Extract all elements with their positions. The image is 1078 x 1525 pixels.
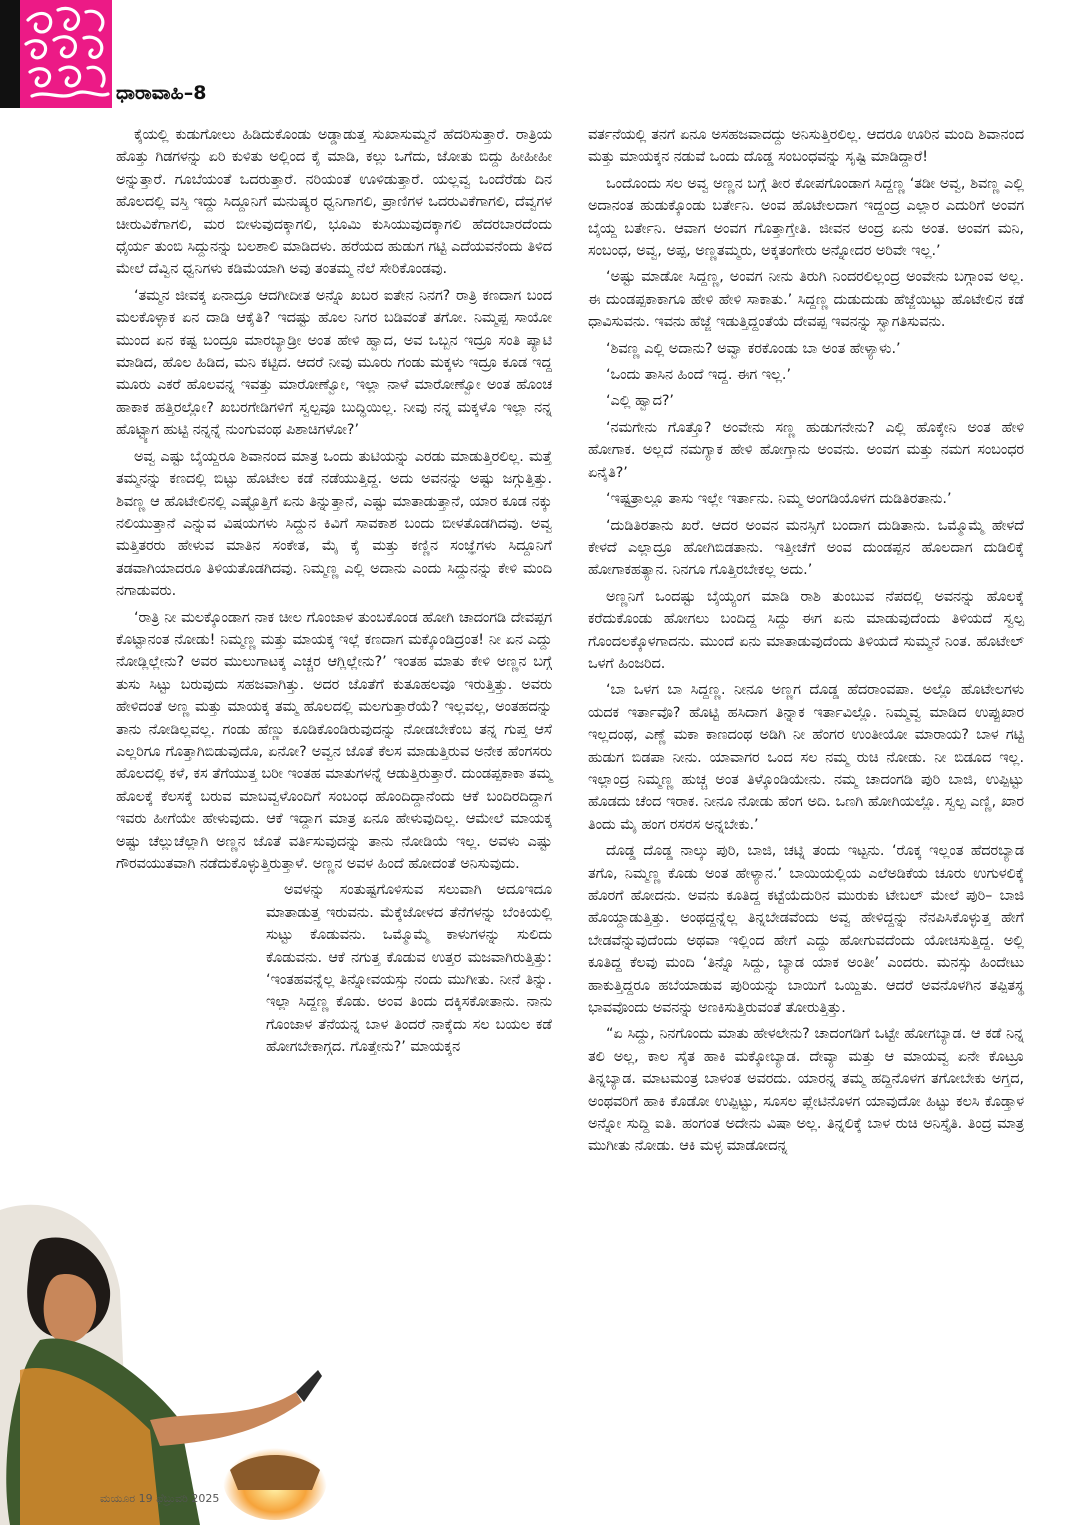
section-logo <box>20 0 112 108</box>
paragraph: ‘ಎಲ್ಲಿ ಹ್ವಾದ?’ <box>606 393 674 410</box>
section-title: ಧಾರಾವಾಹಿ–8 <box>116 82 207 104</box>
paragraph: ಒಂದೊಂದು ಸಲ ಅವ್ವ ಅಣ್ಣನ ಬಗ್ಗೆ ತೀರ ಕೋಪಗೊಂಡಾಗ ಸಿದ್ದಣ್ಣ ‘ತಡೀ ಅವ್ವ, ಶಿವಣ್ಣ ಎಲ್ಲಿ ಅದಾನಂತ ಹುಡುಕ್ಕೊಂಡು ಬರ್ತೇನಿ. ಅಂವ ಹೊಟೇಲದಾಗ ಇದ್ದಂದ್ರ ಎಲ್ಲಾರ ಎದುರಿಗೆ ಅಂವಗ ಬೈಯ್ದ ಬರ್ತೇನಿ. ಆವಾಗ ಅಂವಗ ಗೊತ್ತಾಗ್ತೇತಿ. ಜೀವನ ಅಂದ್ರ ಏನು ಅಂತ. ಅಂವಗ ಮನಿ, ಸಂಬಂಧ, ಅವ್ವ, ಅಪ್ಪ, ಅಣ್ಣತಮ್ಮರು, ಅಕ್ಕತಂಗೇರು ಅನ್ನೋದರ ಅರಿವೇ ಇಲ್ಲ.’ <box>588 175 1024 260</box>
paragraph: ದೊಡ್ಡ ದೊಡ್ಡ ನಾಲ್ಕು ಪುರಿ, ಬಾಜಿ, ಚಟ್ನಿ ತಂದು ಇಟ್ಟನು. ‘ರೊಕ್ಕ ಇಲ್ಲಂತ ಹೆದರಬ್ಯಾಡ ತಗೊ, ನಿಮ್ಮಣ್ಣ ಕೊಡು ಅಂತ ಹೇಳ್ಯಾನ.’ ಬಾಯಿಯಲ್ಲಿಯ ಎಲೆಅಡಿಕೆಯ ಚೂರು ಉಗುಳಲಿಕ್ಕೆ ಹೊರಗೆ ಹೋದನು. ಅವನು ಕೂತಿದ್ದ ಕಟ್ಟೆಯೆದುರಿನ ಮುರುಕು ಟೇಬಲ್ ಮೇಲೆ ಪುರಿ– ಬಾಜಿ ಹೊಯ್ದಾಡುತ್ತಿತ್ತು. ಅಂಥದ್ದನ್ನೆಲ್ಲ ತಿನ್ನಬೇಡವೆಂದು ಅವ್ವ ಹೇಳಿದ್ದನ್ನು ನೆನಪಿಸಿಕೊಳ್ಳುತ್ತ ಹೇಗೆ ಬೇಡವೆನ್ನುವುದೆಂದು ಅಥವಾ ಇಲ್ಲಿಂದ ಹೇಗೆ ಎದ್ದು ಹೋಗುವದೆಂದು ಯೋಚಿಸುತ್ತಿದ್ದ. ಅಲ್ಲಿ ಕೂತಿದ್ದ ಕೆಲವು ಮಂದಿ ‘ತಿನ್ನೊ ಸಿದ್ದು, ಬ್ಯಾಡ ಯಾಕ ಅಂತೀ’ ಎಂದರು. ಮನಸ್ಸು ಹಿಂದೇಟು ಹಾಕುತ್ತಿದ್ದರೂ ಹಬೆಯಾಡುವ ಪುರಿಯನ್ನು ಬಾಯಿಗೆ ಒಯ್ದಿತು. ಆದರೆ ಅವನೊಳಗಿನ ತಪ್ಪಿತಸ್ಥ ಭಾವವೊಂದು ಅವನನ್ನು ಅಣಕಿಸುತ್ತಿರುವಂತೆ ತೋರುತ್ತಿತ್ತು. <box>588 843 1024 1017</box>
paragraph: ಅವಳನ್ನು ಸಂತುಷ್ಟಗೊಳಿಸುವ ಸಲುವಾಗಿ ಅದೂಇದೂ ಮಾತಾಡುತ್ತ ಇರುವನು. ಮೆಕ್ಕೆಜೋಳದ ತೆನೆಗಳನ್ನು ಬೆಂಕಿಯಲ್ಲಿ ಸುಟ್ಟು ಕೊಡುವನು. ಒಮ್ಮೊಮ್ಮೆ ಕಾಳುಗಳನ್ನು ಸುಲಿದು ಕೊಡುವನು. ಆಕೆ ನಗುತ್ತ ಕೊಡುವ ಉತ್ತರ ಮಜವಾಗಿರುತ್ತಿತ್ತು: ‘ಇಂತಹವನ್ನೆಲ್ಲ ತಿನ್ನೋವಯಸ್ಸು ನಂದು ಮುಗೀತು. ನೀನೆ ತಿನ್ನು. ಇಲ್ಲಾ ಸಿದ್ದಣ್ಣ ಕೊಡು. ಅಂವ ತಿಂದು ದಕ್ಕಿಸಕೋತಾನು. ನಾನು ಗೊಂಜಾಳ ತೆನೆಯನ್ನ ಬಾಳ ತಿಂದರೆ ನಾಕ್ಕೆದು ಸಲ ಬಯಲ ಕಡೆ ಹೋಗಬೇಕಾಗ್ಗದ. ಗೊತ್ತೇನು?’ ಮಾಯಕ್ಕನ <box>266 882 552 1056</box>
paragraph: ‘ಶಿವಣ್ಣ ಎಲ್ಲಿ ಅದಾನು? ಅವ್ವಾ ಕರಕೊಂಡು ಬಾ ಅಂತ ಹೇಳ್ಯಾಳು.’ <box>606 340 901 357</box>
paragraph: ಅವ್ವ ಎಷ್ಟು ಬೈಯ್ದರೂ ಶಿವಾನಂದ ಮಾತ್ರ ಒಂದು ತುಟಿಯನ್ನು ಎರಡು ಮಾಡುತ್ತಿರಲಿಲ್ಲ. ಮತ್ತೆ ತಮ್ಮನನ್ನು ಕಣದಲ್ಲಿ ಬಿಟ್ಟು ಹೊಟೇಲ ಕಡೆ ನಡೆಯುತ್ತಿದ್ದ. ಅದು ಅವನನ್ನು ಅಷ್ಟು ಜಗ್ಗುತ್ತಿತ್ತು. ಶಿವಣ್ಣ ಆ ಹೊಟೇಲಿನಲ್ಲಿ ಎಷ್ಟೊತ್ತಿಗೆ ಏನು ತಿನ್ನುತ್ತಾನೆ, ಎಷ್ಟು ಮಾತಾಡುತ್ತಾನೆ, ಯಾರ ಕೂಡ ನಕ್ಕು ನಲಿಯುತ್ತಾನೆ ಎನ್ನುವ ವಿಷಯಗಳು ಸಿದ್ದುನ ಕಿವಿಗೆ ಸಾವಕಾಶ ಬಂದು ಬೀಳತೊಡಗಿದವು. ಅವ್ವ ಮತ್ತಿತರರು ಹೇಳುವ ಮಾತಿನ ಸಂಕೇತ, ಮೈ ಕೈ ಮತ್ತು ಕಣ್ಣಿನ ಸಂಜ್ಞೆಗಳು ಸಿದ್ದೂನಿಗೆ ತಡವಾಗಿಯಾದರೂ ತಿಳಿಯತೊಡಗಿದವು. ನಿಮ್ಮಣ್ಣ ಎಲ್ಲಿ ಅದಾನು ಎಂದು ಸಿದ್ದುನನ್ನು ಕೇಳಿ ಮಂದಿ ನಗಾಡುವರು. <box>116 448 552 600</box>
paragraph: ಕೈಯಲ್ಲಿ ಕುಡುಗೋಲು ಹಿಡಿದುಕೊಂಡು ಅಡ್ಡಾಡುತ್ತ ಸುಖಾಸುಮ್ಮನೆ ಹೆದರಿಸುತ್ತಾರೆ. ರಾತ್ರಿಯ ಹೊತ್ತು ಗಿಡಗಳನ್ನು ಏರಿ ಕುಳಿತು ಅಲ್ಲಿಂದ ಕೈ ಮಾಡಿ, ಕಲ್ಲು ಒಗೆದು, ಜೋತು ಬಿದ್ದು ಹೀಹೀಹೀ ಅನ್ನುತ್ತಾರೆ. ಗೂಬೆಯಂತೆ ಒದರುತ್ತಾರೆ. ನರಿಯಂತೆ ಊಳಿಡುತ್ತಾರೆ. ಯಲ್ಲವ್ವ ಒಂದೆರೆಡು ದಿನ ಹೊಲದಲ್ಲಿ ವಸ್ತಿ ಇದ್ದು ಸಿದ್ದೂನಿಗೆ ಮನುಷ್ಯರ ಧ್ವನಿಗಾಗಲಿ, ಪ್ರಾಣಿಗಳ ಒದರುವಿಕೆಗಾಗಲಿ, ದೆವ್ವಗಳ ಚೀರುವಿಕೆಗಾಗಲಿ, ಮರ ಬೀಳುವುದಕ್ಕಾಗಲಿ, ಭೂಮಿ ಕುಸಿಯುವುದಕ್ಕಾಗಲಿ ಹೆದರಬಾರದೆಂದು ಧೈರ್ಯ ತುಂಬಿ ಸಿದ್ದುನನ್ನು ಬಲಶಾಲಿ ಮಾಡಿದಳು. ಹರೆಯದ ಹುಡುಗ ಗಟ್ಟಿ ಎದೆಯವನೆಂದು ತಿಳಿದ ಮೇಲೆ ದೆವ್ವಿನ ಧ್ವನಿಗಳು ಕಡಿಮೆಯಾಗಿ ಅವು ತಂತಮ್ಮ ನೆಲೆ ಸೇರಿಕೊಂಡವು. <box>116 127 552 278</box>
right-column <box>588 124 1024 1162</box>
paragraph: ‘ಒಂದು ತಾಸಿನ ಹಿಂದೆ ಇದ್ದ. ಈಗ ಇಲ್ಲ.’ <box>606 367 791 384</box>
paragraph: ‘ಬಾ ಒಳಗ ಬಾ ಸಿದ್ದಣ್ಣ. ನೀನೂ ಅಣ್ಣಗ ದೊಡ್ಡ ಹೆದರಾಂವಪಾ. ಅಲ್ಲೊ ಹೊಟೇಲಗಳು ಯದಕ ಇರ್ತಾವೊ? ಹೊಟ್ಟಿ ಹಸಿದಾಗ ತಿನ್ನಾಕ ಇರ್ತಾವಿಲ್ಲೊ. ನಿಮ್ಮವ್ವ ಮಾಡಿದ ಉಪ್ಪುಖಾರ ಇಲ್ಲದಂಥ, ಎಣ್ಣೆ ಮಕಾ ಕಾಣದಂಥ ಅಡಿಗಿ ನೀ ಹೆಂಗರ ಉಂತೀಯೋ ಮಾರಾಯ? ಬಾಳ ಗಟ್ಟಿ ಹುಡುಗ ಬಿಡಪಾ ನೀನು. ಯಾವಾಗರ ಒಂದ ಸಲ ನಮ್ಮ ರುಚಿ ನೋಡು. ನೀ ಬಿಡೂದ ಇಲ್ಲ. ಇಲ್ಲಾಂದ್ರ ನಿಮ್ಮಣ್ಣ ಹುಚ್ಚ ಅಂತ ತಿಳ್ಕೊಂಡಿಯೇನು. ನಮ್ಮ ಚಾದಂಗಡಿ ಪುರಿ ಬಾಜಿ, ಉಪ್ಪಿಟ್ಟು ಹೊಡದು ಚೆಂದ ಇರಾಕ. ನೀನೂ ನೋಡು ಹೆಂಗ ಅದಿ. ಒಣಗಿ ಹೋಗಿಯಲ್ಲೊ. ಸ್ವಲ್ಪ ಎಣ್ಣಿ, ಖಾರ ತಿಂದು ಮೈ ಹಂಗ ರಸರಸ ಅನ್ನಬೇಕು.’ <box>588 682 1024 833</box>
paragraph: ‘ನಮಗೇನು ಗೊತ್ತೊ? ಅಂವೇನು ಸಣ್ಣ ಹುಡುಗನೇನು? ಎಲ್ಲಿ ಹೊಕ್ಕೇನಿ ಅಂತ ಹೇಳಿ ಹೋಗಾಕ. ಅಲ್ಲದೆ ನಮಗ್ಯಾಕ ಹೇಳಿ ಹೋಗ್ತಾನು ಅಂವನು. ಅಂವಗ ಮತ್ತು ನಮಗ ಸಂಬಂಧರ ಏನೈತಿ?’ <box>588 419 1024 481</box>
page-spine-bar <box>0 0 20 108</box>
left-column <box>116 124 552 1063</box>
paragraph: ‘ಅಷ್ಟು ಮಾಡೋ ಸಿದ್ದಣ್ಣ, ಅಂವಗ ನೀನು ತಿರುಗಿ ನಿಂದರಲಿಲ್ಲಂದ್ರ ಅಂವೇನು ಬಗ್ಗಾಂವ ಅಲ್ಲ. ಈ ದುಂಡಪ್ಪಕಾಕಾಗೂ ಹೇಳಿ ಹೇಳಿ ಸಾಕಾತು.’ ಸಿದ್ದಣ್ಣ ದುಡುದುಡು ಹೆಜ್ಜೆಯಿಟ್ಟು ಹೊಟೇಲಿನ ಕಡೆ ಧಾವಿಸುವನು. ಇವನು ಹೆಜ್ಜೆ ಇಡುತ್ತಿದ್ದಂತೆಯೆ ದೇವಪ್ಪ ಇವನನ್ನು ಸ್ವಾಗತಿಸುವನು. <box>588 269 1024 331</box>
paragraph: ‘ಇಷ್ಟತ್ರಾಲ್ಲೂ ತಾಸು ಇಲ್ಲೇ ಇರ್ತಾನು. ನಿಮ್ಮ ಅಂಗಡಿಯೊಳಗ ದುಡಿತಿರತಾನು.’ <box>606 491 952 508</box>
paragraph: ‘ರಾತ್ರಿ ನೀ ಮಲಕ್ಕೊಂಡಾಗ ನಾಕ ಚೀಲ ಗೊಂಜಾಳ ತುಂಬಕೊಂಡ ಹೋಗಿ ಚಾದಂಗಡಿ ದೇವಪ್ಪಗ ಕೊಟ್ಟಾನಂತ ನೋಡು! ನಿಮ್ಮಣ್ಣ ಮತ್ತು ಮಾಯಕ್ಕ ಇಲ್ಲೆ ಕಣದಾಗ ಮಕ್ಕೊಂಡಿದ್ರಂತ! ನೀ ಏನ ಎದ್ದು ನೋಡ್ಲಿಲ್ಲೇನು? ಅವರ ಮುಲುಗಾಟಕ್ಕ ಎಚ್ಚರ ಆಗ್ಲಿಲ್ಲೇನು?’ ಇಂತಹ ಮಾತು ಕೇಳಿ ಅಣ್ಣನ ಬಗ್ಗೆ ತುಸು ಸಿಟ್ಟು ಬರುವುದು ಸಹಜವಾಗಿತ್ತು. ಅದರ ಜೊತೆಗೆ ಕುತೂಹಲವೂ ಇರುತ್ತಿತ್ತು. ಅವರು ಹೇಳಿದಂತೆ ಅಣ್ಣ ಮತ್ತು ಮಾಯಕ್ಕ ತಮ್ಮ ಹೊಲದಲ್ಲಿ ಮಲಗುತ್ತಾರೆಯೆ? ಇಲ್ಲವಲ್ಲ, ಅಂತಹದನ್ನು ತಾನು ನೋಡಿಲ್ಲವಲ್ಲ. ಗಂಡು ಹೆಣ್ಣು ಕೂಡಿಕೊಂಡಿರುವುದನ್ನು ನೋಡಬೇಕೆಂಬ ತನ್ನ ಗುಪ್ತ ಆಸೆ ಎಲ್ಲರಿಗೂ ಗೊತ್ತಾಗಿಬಿಡುವುದೊ, ಏನೋ? ಅವ್ವನ ಜೊತೆ ಕೆಲಸ ಮಾಡುತ್ತಿರುವ ಅನೇಕ ಹೆಂಗಸರು ಹೊಲದಲ್ಲಿ ಕಳೆ, ಕಸ ತೆಗೆಯುತ್ತ ಬರೀ ಇಂತಹ ಮಾತುಗಳನ್ನೆ ಆಡುತ್ತಿರುತ್ತಾರೆ. ದುಂಡಪ್ಪಕಾಕಾ ತಮ್ಮ ಹೊಲಕ್ಕೆ ಕೆಲಸಕ್ಕೆ ಬರುವ ಮಾಬವ್ವಳೊಂದಿಗೆ ಸಂಬಂಧ ಹೊಂದಿದ್ದಾನೆಂದು ಆಕೆ ಬಂದಿರದಿದ್ದಾಗ ಇವರು ಹೀಗೆಯೇ ಹೇಳುವುದು. ಆಕೆ ಇದ್ದಾಗ ಮಾತ್ರ ಏನೂ ಹೇಳುವುದಿಲ್ಲ. ಆಮೇಲೆ ಮಾಯಕ್ಕ ಅಷ್ಟು ಚೆಲ್ಲುಚೆಲ್ಲಾಗಿ ಅಣ್ಣನ ಜೊತೆ ವರ್ತಿಸುವುದನ್ನು ತಾನು ನೋಡಿಯೆ ಇಲ್ಲ. ಅವಳು ಎಷ್ಟು ಗೌರವಯುತವಾಗಿ ನಡೆದುಕೊಳ್ಳುತ್ತಿರುತ್ತಾಳೆ. ಅಣ್ಣನ ಅವಳ ಹಿಂದೆ ಹೋದಂತೆ ಅನಿಸುವುದು. <box>116 609 552 872</box>
paragraph: ವರ್ತನೆಯಲ್ಲಿ ತನಗೆ ಏನೂ ಅಸಹಜವಾದದ್ದು ಅನಿಸುತ್ತಿರಲಿಲ್ಲ. ಆದರೂ ಊರಿನ ಮಂದಿ ಶಿವಾನಂದ ಮತ್ತು ಮಾಯಕ್ಕನ ನಡುವೆ ಒಂದು ದೊಡ್ಡ ಸಂಬಂಧವನ್ನು ಸೃಷ್ಟಿ ಮಾಡಿದ್ದಾರೆ! <box>588 127 1024 166</box>
paragraph: ಅಣ್ಣನಿಗೆ ಒಂದಷ್ಟು ಬೈಯ್ಯಂಗ ಮಾಡಿ ರಾಶಿ ತುಂಬುವ ನೆಪದಲ್ಲಿ ಅವನನ್ನು ಹೊಲಕ್ಕೆ ಕರೆದುಕೊಂಡು ಹೋಗಲು ಬಂದಿದ್ದ ಸಿದ್ದು ಈಗ ಏನು ಮಾಡುವುದೆಂದು ತಿಳಿಯದೆ ಸ್ವಲ್ಪ ಗೊಂದಲಕ್ಕೊಳಗಾದನು. ಮುಂದೆ ಏನು ಮಾತಾಡುವುದೆಂದು ತಿಳಿಯದೆ ಸುಮ್ಮನೆ ನಿಂತ. ಹೊಟೇಲ್ ಒಳಗೆ ಹಿಂಜರಿದ. <box>588 588 1024 672</box>
swirl-pattern-icon <box>20 0 112 108</box>
footer-date-line: ಮಯೂರ 19 ಫೆಬ್ರುವರಿ 2025 <box>100 1492 220 1505</box>
paragraph: ‘ತಮ್ಮನ ಜೀವಕ್ಕ ಏನಾದ್ರೂ ಆದಗೀದೀತ ಅನ್ನೊ ಖಬರ ಐತೇನ ನಿನಗ? ರಾತ್ರಿ ಕಣದಾಗ ಬಂದ ಮಲಕೊಳ್ಳಾಕ ಏನ ದಾಡಿ ಆಕೈತಿ? ಇದಷ್ಟು ಹೊಲ ನಿಗರ ಬಡಿವಂತೆ ತಗೋ. ನಿಮ್ಮಪ್ಪ ಸಾಯೋ ಮುಂದ ಏನ ಕಷ್ಟ ಬಂದ್ರೂ ಮಾರಬ್ಯಾಡ್ರೀ ಅಂತ ಹೇಳಿ ಹ್ವಾದ, ಅವ ಒಬ್ಬನ ಇದ್ರೂ ಸಂತಿ ಪ್ಯಾಟಿ ಮಾಡಿದ, ಹೊಲ ಹಿಡಿದ, ಮನಿ ಕಟ್ಟಿದ. ಆದರೆ ನೀವು ಮೂರು ಗಂಡು ಮಕ್ಕಳು ಇದ್ರೂ ಕೂಡ ಇದ್ದ ಮೂರು ಎಕರೆ ಹೊಲವನ್ನ ಇವತ್ತು ಮಾರೋಣ್ವೋ, ಇಲ್ಲಾ ನಾಳೆ ಮಾರೋಣ್ವೋ ಅಂತ ಹೊಂಚ ಹಾಕಾಕ ಹತ್ತಿರಲ್ಲೋ? ಖಬರಗೇಡಿಗಳಿಗೆ ಸ್ವಲ್ಪವೂ ಬುದ್ಧಿಯಿಲ್ಲ. ನೀವು ನನ್ನ ಮಕ್ಕಳೊ ಇಲ್ಲಾ ನನ್ನ ಹೊಟ್ಟ್ಯಾಗ ಹುಟ್ಟಿ ನನ್ನನ್ನೆ ನುಂಗುವಂಥ ಪಿಶಾಚಿಗಳೋ?’ <box>116 287 552 439</box>
paragraph: “ಏ ಸಿದ್ದು, ನಿನಗೊಂದು ಮಾತು ಹೇಳಲೇನು? ಚಾದಂಗಡಿಗೆ ಒಟ್ಟೇ ಹೋಗಬ್ಯಾಡ. ಆ ಕಡೆ ನಿನ್ನ ತಲಿ ಅಲ್ಲ, ಕಾಲ ಸೈತ ಹಾಕಿ ಮಕ್ಕೋಬ್ಯಾಡ. ದೇವ್ಯಾ ಮತ್ತು ಆ ಮಾಯವ್ವ ಏನೇ ಕೊಟ್ರೂ ತಿನ್ನಬ್ಯಾಡ. ಮಾಟಮಂತ್ರ ಬಾಳಂತ ಅವರದು. ಯಾರನ್ನ ತಮ್ಮ ಹದ್ದಿನೊಳಗ ತಗೋಬೇಕು ಅಗ್ತದ, ಅಂಥವರಿಗೆ ಹಾಕಿ ಕೊಡೋ ಉಪ್ಪಿಟ್ಟು, ಸೂಸಲ ಪ್ಲೇಟಿನೊಳಗ ಯಾವುದೋ ಹಿಟ್ಟು ಕಲಸಿ ಕೊಡ್ತಾಳ ಅನ್ನೋ ಸುದ್ದಿ ಐತಿ. ಹಂಗಂತ ಅದೇನು ವಿಷಾ ಅಲ್ಲ. ತಿನ್ನಲಿಕ್ಕೆ ಬಾಳ ರುಚಿ ಅನಿಸ್ತೈತಿ. ತಿಂದ್ರ ಮಾತ್ರ ಮುಗೀತು ನೋಡು. ಆಕಿ ಮಳ್ಳ ಮಾಡೋದನ್ನ <box>588 1026 1024 1155</box>
paragraph: ‘ದುಡಿತಿರತಾನು ಖರೆ. ಆದರ ಅಂವನ ಮನಸ್ಸಿಗೆ ಬಂದಾಗ ದುಡಿತಾನು. ಒಮ್ಮೊಮ್ಮೆ ಹೇಳದೆ ಕೇಳದೆ ಎಲ್ಲಾದ್ರೂ ಹೋಗಿಬಿಡತಾನು. ಇತ್ತೀಚೆಗೆ ಅಂವ ದುಂಡಪ್ಪನ ಹೊಲದಾಗ ದುಡಿಲಿಕ್ಕೆ ಹೋಗಾಕಹತ್ಯಾನ. ನಿನಗೂ ಗೊತ್ತಿರಬೇಕಲ್ಲ ಅದು.’ <box>588 517 1024 579</box>
woman-cooking-illustration <box>0 1170 330 1525</box>
